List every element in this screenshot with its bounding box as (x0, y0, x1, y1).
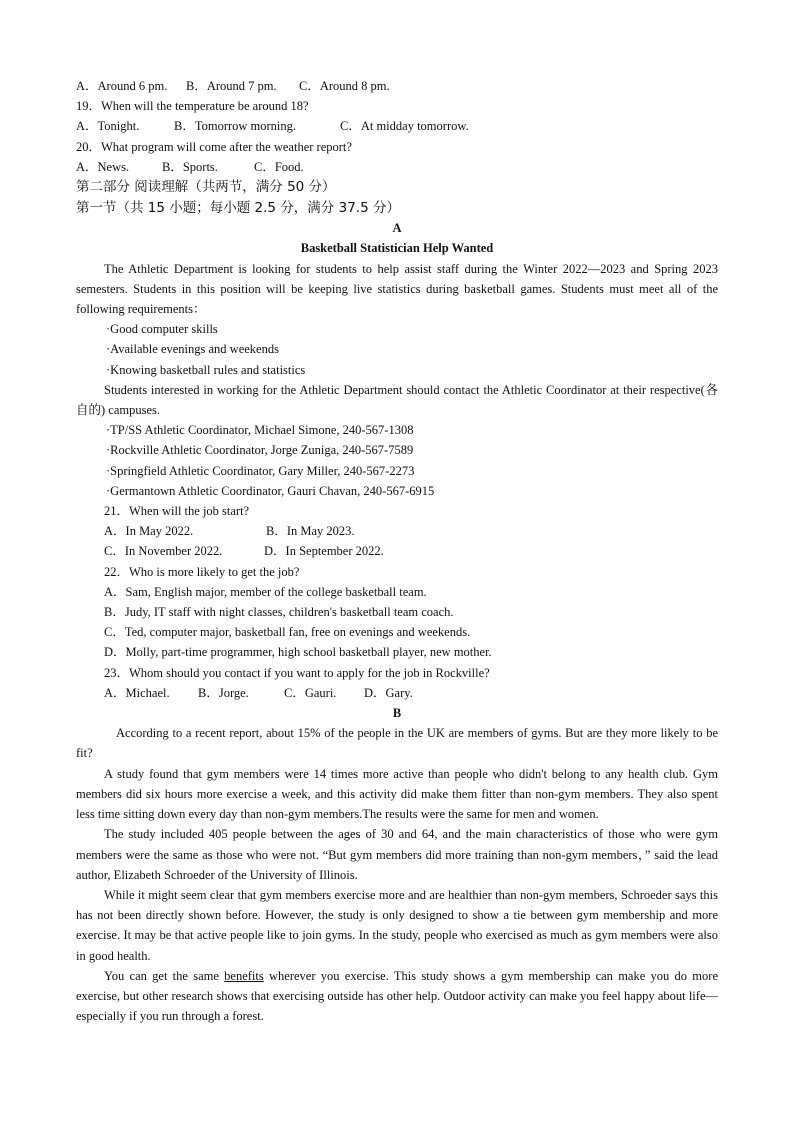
q19-option-a: A．Tonight. (76, 119, 140, 134)
passage-a-intro-text: The Athletic Department is looking for students to help assist staff during the Winter 2022—2023 and Spring 2023 semesters. Students in this position will be keeping live statistics during basketball games. Students must meet all of the following requirements： (76, 261, 718, 317)
passage-a-title: Basketball Statistician Help Wanted (300, 241, 494, 256)
passage-a-intro (76, 259, 718, 320)
passage-a-contact (76, 380, 718, 420)
q21-options-row1 (76, 521, 718, 541)
coordinator-rockville: ·Rockville Athletic Coordinator, Jorge Zuniga, 240-567-7589 (106, 443, 414, 458)
q23-option-a: A．Michael. (104, 685, 170, 700)
passage-b-paragraph-5 (76, 966, 718, 1027)
q18-options (76, 76, 718, 96)
q19-option-c: C．At midday tomorrow. (340, 119, 469, 134)
q23-options (76, 683, 718, 703)
requirement-3: ·Knowing basketball rules and statistics (106, 362, 306, 377)
q20-options (76, 157, 718, 177)
passage-b-paragraph-4 (76, 885, 718, 966)
passage-b-paragraph-3 (76, 824, 718, 885)
q18-option-a: A．Around 6 pm. (76, 79, 168, 93)
q22-option-a: A．Sam, English major, member of the college basketball team. (104, 584, 427, 599)
passage-b-paragraph-1 (76, 723, 718, 763)
q21-stem: 21．When will the job start? (104, 504, 250, 519)
q22-option-c: C．Ted, computer major, basketball fan, free on evenings and weekends. (104, 625, 471, 640)
q23-stem: 23．Whom should you contact if you want to apply for the job in Rockville? (104, 665, 490, 680)
q21-options-row2 (76, 541, 718, 561)
passage-b-paragraph-5-after: wherever you exercise. This study shows a gym membership can make you do more exercise, but other research shows that exercising outside has other help. Outdoor activity can make you feel happy about life—especially if you run through a forest. (76, 968, 718, 1024)
q22-stem: 22．Who is more likely to get the job? (104, 564, 300, 579)
coordinator-tpss: ·TP/SS Athletic Coordinator, Michael Simone, 240-567-1308 (106, 423, 414, 438)
section1-title: 第一节（共 15 小题；每小题 2.5 分，满分 37.5 分） (76, 199, 400, 216)
q19-options (76, 116, 718, 136)
q23-option-d: D．Gary. (364, 685, 413, 700)
passage-a-contact-text: Students interested in working for the Athletic Department should contact the Athletic Coordinator at their respective(各自的) campuses. (76, 382, 718, 418)
q22-option-b: B．Judy, IT staff with night classes, children's basketball team coach. (104, 605, 454, 620)
passage-b-paragraph-3-text: The study included 405 people between the ages of 30 and 64, and the main characteristics of those who were gym members were the same as those who were not. “But gym members did more training than non-gym members，” said the lead author, Elizabeth Schroeder of the University of Illinois. (76, 827, 718, 882)
coordinator-germantown: ·Germantown Athletic Coordinator, Gauri Chavan, 240-567-6915 (106, 483, 435, 498)
q20-option-a: A．News. (76, 159, 130, 174)
passage-a-letter: A (392, 221, 402, 236)
q22-option-d: D．Molly, part-time programmer, high school basketball player, new mother. (104, 645, 492, 660)
q21-option-d: D．In September 2022. (264, 544, 384, 559)
requirement-1: ·Good computer skills (106, 322, 218, 337)
q19-option-b: B．Tomorrow morning. (174, 119, 297, 134)
passage-b-paragraph-5-before: You can get the same (104, 968, 225, 983)
q20-stem: 20．What program will come after the weather report? (76, 139, 352, 154)
q18-option-c: C．Around 8 pm. (299, 79, 390, 93)
q18-option-b: B．Around 7 pm. (186, 79, 277, 93)
exam-page (76, 76, 718, 1026)
q23-option-b: B．Jorge. (198, 685, 249, 700)
underlined-word-benefits: benefits (224, 968, 264, 983)
passage-b-paragraph-2 (76, 764, 718, 825)
coordinator-springfield: ·Springfield Athletic Coordinator, Gary Miller, 240-567-2273 (106, 463, 415, 478)
q23-option-c: C．Gauri. (284, 685, 337, 700)
q20-option-b: B．Sports. (162, 159, 218, 174)
q21-option-a: A．In May 2022. (104, 524, 194, 539)
q21-option-c: C．In November 2022. (104, 544, 223, 559)
passage-b-paragraph-2-text: A study found that gym members were 14 times more active than people who didn't belong to any health club. Gym members did six hours more exercise a week, and this activity did make them fitter than non-gym members. They also spent less time sitting down every day than non-gym members.The results were the same for men and women. (76, 766, 718, 822)
requirement-2: ·Available evenings and weekends (106, 342, 279, 357)
q19-stem: 19．When will the temperature be around 18? (76, 99, 309, 114)
passage-b-paragraph-4-text: While it might seem clear that gym members exercise more and are healthier than non-gym members, Schroeder says this has not been directly shown before. However, the study is only designed to show a tie between gym membership and more exercise. It may be that active people like to join gyms. In the study, people who exercised as much as gym members were also in good health. (76, 887, 718, 963)
passage-b-letter: B (392, 706, 402, 721)
q20-option-c: C．Food. (254, 159, 304, 174)
passage-b-paragraph-1-text: According to a recent report, about 15% of the people in the UK are members of gyms. But are they more likely to be fit? (76, 726, 718, 761)
part2-title: 第二部分 阅读理解（共两节，满分 50 分） (76, 179, 336, 196)
q21-option-b: B．In May 2023. (266, 524, 355, 539)
